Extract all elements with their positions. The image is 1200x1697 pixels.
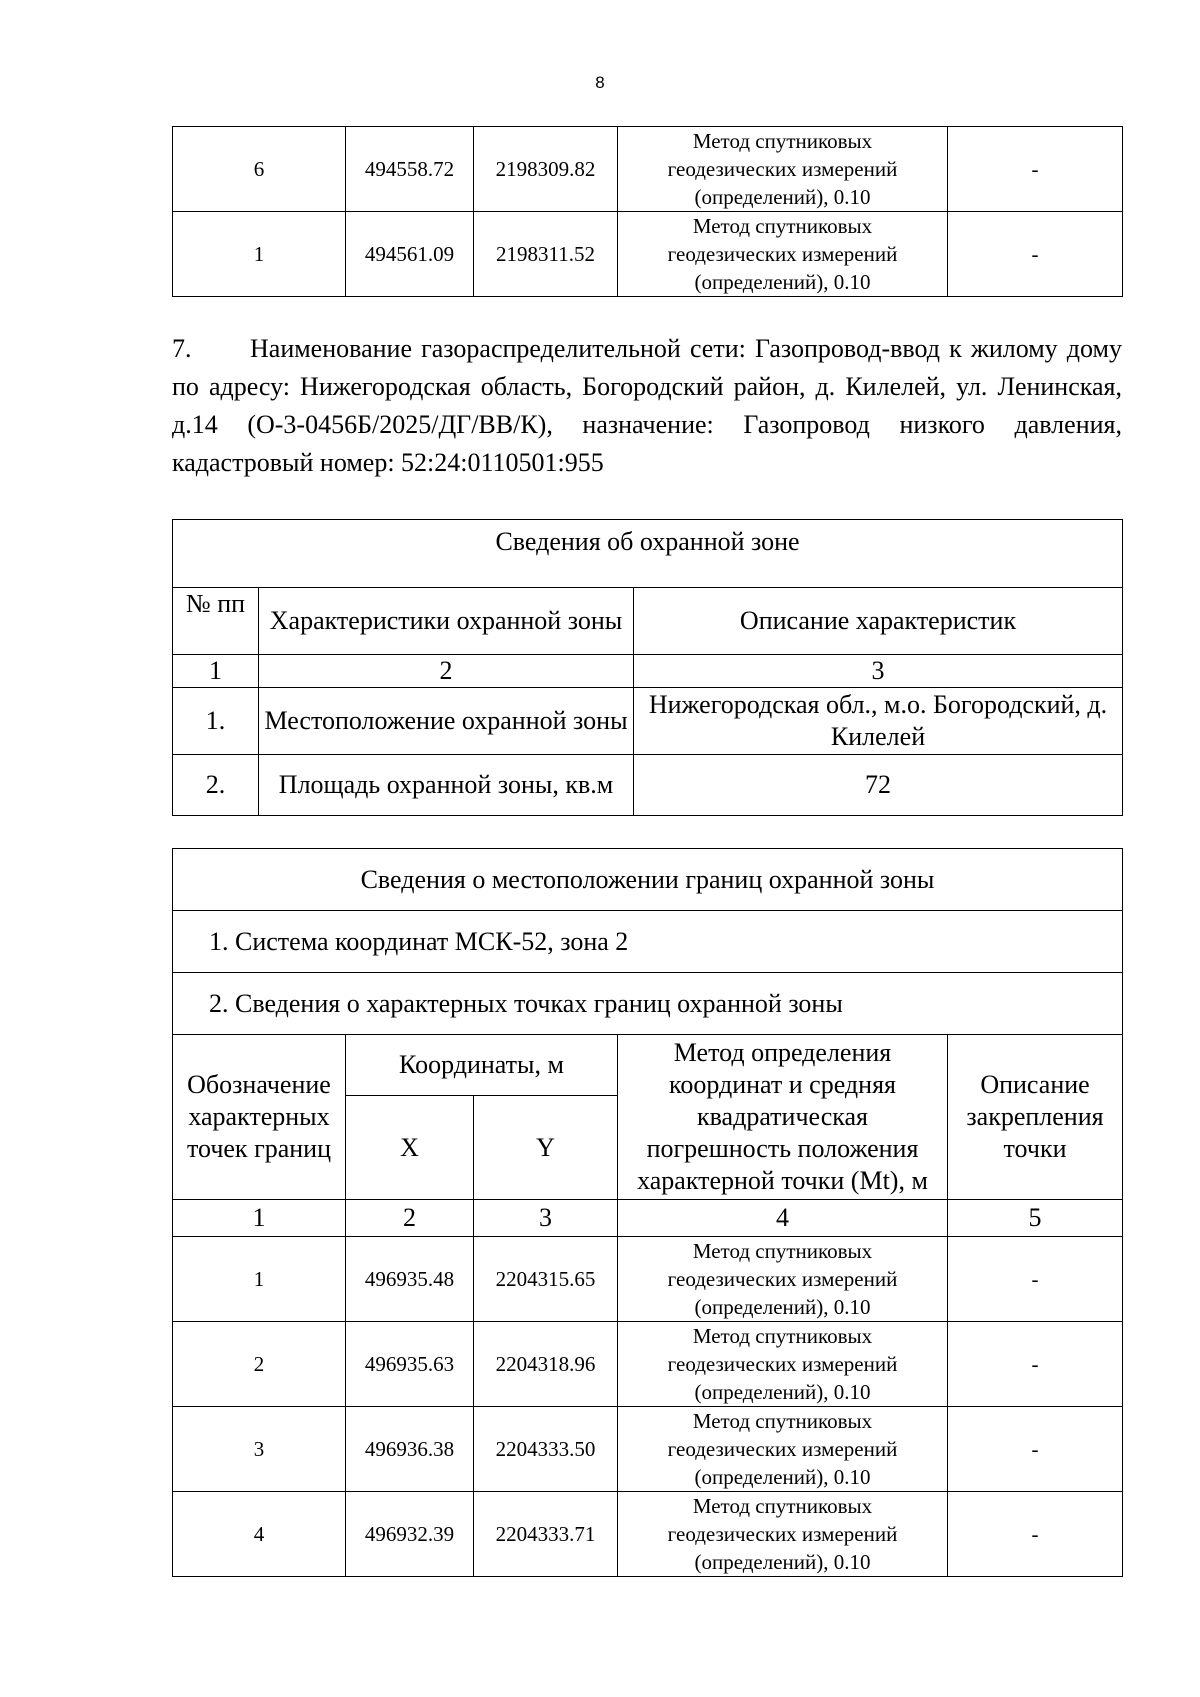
fixation-cell: - xyxy=(948,1407,1123,1492)
characteristic-name: Местоположение охранной зоны xyxy=(259,688,634,755)
index-cell: 3 xyxy=(474,1200,618,1237)
header-cell: Характеристики охранной зоны xyxy=(259,588,634,655)
method-line: Метод спутниковых xyxy=(692,129,873,153)
header-cell: Описание закрепления точки xyxy=(948,1035,1123,1200)
method-line: геодезических измерений xyxy=(667,157,898,181)
points-title: 2. Сведения о характерных точках границ охранной зоны xyxy=(173,973,1123,1035)
coord-x: 496935.63 xyxy=(346,1322,474,1407)
method-line: (определений), 0.10 xyxy=(694,1465,871,1489)
coordinate-system: 1. Система координат МСК-52, зона 2 xyxy=(173,911,1123,973)
zone-info-table xyxy=(172,519,1123,816)
table-row xyxy=(173,688,1123,755)
table-header-row xyxy=(173,588,1123,655)
header-cell: Обозначение характерных точек границ xyxy=(173,1035,346,1200)
point-number: 1 xyxy=(173,212,346,297)
header-cell: Метод определения координат и средняя квадратическая погрешность положения характерной точки (Mt), м xyxy=(618,1035,948,1200)
point-number: 6 xyxy=(173,127,346,212)
method-cell xyxy=(618,1237,948,1322)
coord-x: 496936.38 xyxy=(346,1407,474,1492)
boundary-table xyxy=(172,848,1123,1577)
index-cell: 5 xyxy=(948,1200,1123,1237)
fixation-cell: - xyxy=(948,127,1123,212)
table-row xyxy=(173,755,1123,816)
method-line: (определений), 0.10 xyxy=(694,185,871,209)
method-line: Метод спутниковых xyxy=(692,1239,873,1263)
row-number: 2. xyxy=(173,755,259,816)
point-number: 3 xyxy=(173,1407,346,1492)
method-line: геодезических измерений xyxy=(667,242,898,266)
method-line: (определений), 0.10 xyxy=(694,1550,871,1574)
point-number: 4 xyxy=(173,1492,346,1577)
table-row xyxy=(173,212,1123,297)
table-header-row xyxy=(173,1035,1123,1096)
method-line: геодезических измерений xyxy=(667,1267,898,1291)
method-cell xyxy=(618,127,948,212)
section-text: Наименование газораспределительной сети: Газопровод-ввод к жилому дому по адресу: Нижегородская область, Богородский район, д. Килелей, ул. Ленинская, д.14 (О-3-0456Б/2025/ДГ/ВВ/К), назначение: Газопровод низкого давления, кадастровый номер: 52:24:0110501:955 xyxy=(172,334,1122,477)
fixation-cell: - xyxy=(948,1322,1123,1407)
method-line: (определений), 0.10 xyxy=(694,270,871,294)
method-line: Метод спутниковых xyxy=(692,1409,873,1433)
method-cell xyxy=(618,1407,948,1492)
table-title: Сведения о местоположении границ охранной зоны xyxy=(173,849,1123,911)
method-line: (определений), 0.10 xyxy=(694,1295,871,1319)
method-line: Метод спутниковых xyxy=(692,1494,873,1518)
index-cell: 3 xyxy=(634,655,1123,688)
method-line: геодезических измерений xyxy=(667,1352,898,1376)
index-cell: 1 xyxy=(173,1200,346,1237)
table-row xyxy=(173,1407,1123,1492)
section-number: 7. xyxy=(172,334,192,363)
method-line: геодезических измерений xyxy=(667,1437,898,1461)
table-index-row xyxy=(173,1200,1123,1237)
method-line: Метод спутниковых xyxy=(692,1324,873,1348)
method-cell xyxy=(618,1492,948,1577)
header-cell: Координаты, м xyxy=(346,1035,618,1096)
index-cell: 2 xyxy=(259,655,634,688)
table-row xyxy=(173,1322,1123,1407)
points-table-continued xyxy=(172,126,1123,297)
method-cell xyxy=(618,212,948,297)
coord-x: 494561.09 xyxy=(346,212,474,297)
table-index-row xyxy=(173,655,1123,688)
coord-y: 2204318.96 xyxy=(474,1322,618,1407)
coord-y: 2204333.50 xyxy=(474,1407,618,1492)
method-line: Метод спутниковых xyxy=(692,214,873,238)
characteristic-value: 72 xyxy=(634,755,1123,816)
header-cell: X xyxy=(346,1096,474,1200)
table-row xyxy=(173,1237,1123,1322)
fixation-cell: - xyxy=(948,212,1123,297)
header-cell: Описание характеристик xyxy=(634,588,1123,655)
method-line: (определений), 0.10 xyxy=(694,1380,871,1404)
coord-y: 2204315.65 xyxy=(474,1237,618,1322)
header-cell: № пп xyxy=(173,588,259,655)
table-row xyxy=(173,520,1123,588)
coord-x: 496932.39 xyxy=(346,1492,474,1577)
point-number: 2 xyxy=(173,1322,346,1407)
header-cell: Y xyxy=(474,1096,618,1200)
coord-x: 496935.48 xyxy=(346,1237,474,1322)
section-paragraph xyxy=(172,330,1122,482)
table-row xyxy=(173,849,1123,911)
table-title: Сведения об охранной зоне xyxy=(173,520,1123,588)
coord-x: 494558.72 xyxy=(346,127,474,212)
table-row xyxy=(173,1492,1123,1577)
fixation-cell: - xyxy=(948,1492,1123,1577)
characteristic-value: Нижегородская обл., м.о. Богородский, д. Килелей xyxy=(634,688,1123,755)
method-line: геодезических измерений xyxy=(667,1522,898,1546)
table-row xyxy=(173,973,1123,1035)
row-number: 1. xyxy=(173,688,259,755)
index-cell: 1 xyxy=(173,655,259,688)
page-number: 8 xyxy=(595,73,605,92)
characteristic-name: Площадь охранной зоны, кв.м xyxy=(259,755,634,816)
fixation-cell: - xyxy=(948,1237,1123,1322)
index-cell: 4 xyxy=(618,1200,948,1237)
point-number: 1 xyxy=(173,1237,346,1322)
table-row xyxy=(173,911,1123,973)
coord-y: 2198309.82 xyxy=(474,127,618,212)
method-cell xyxy=(618,1322,948,1407)
table-row xyxy=(173,127,1123,212)
coord-y: 2198311.52 xyxy=(474,212,618,297)
index-cell: 2 xyxy=(346,1200,474,1237)
coord-y: 2204333.71 xyxy=(474,1492,618,1577)
